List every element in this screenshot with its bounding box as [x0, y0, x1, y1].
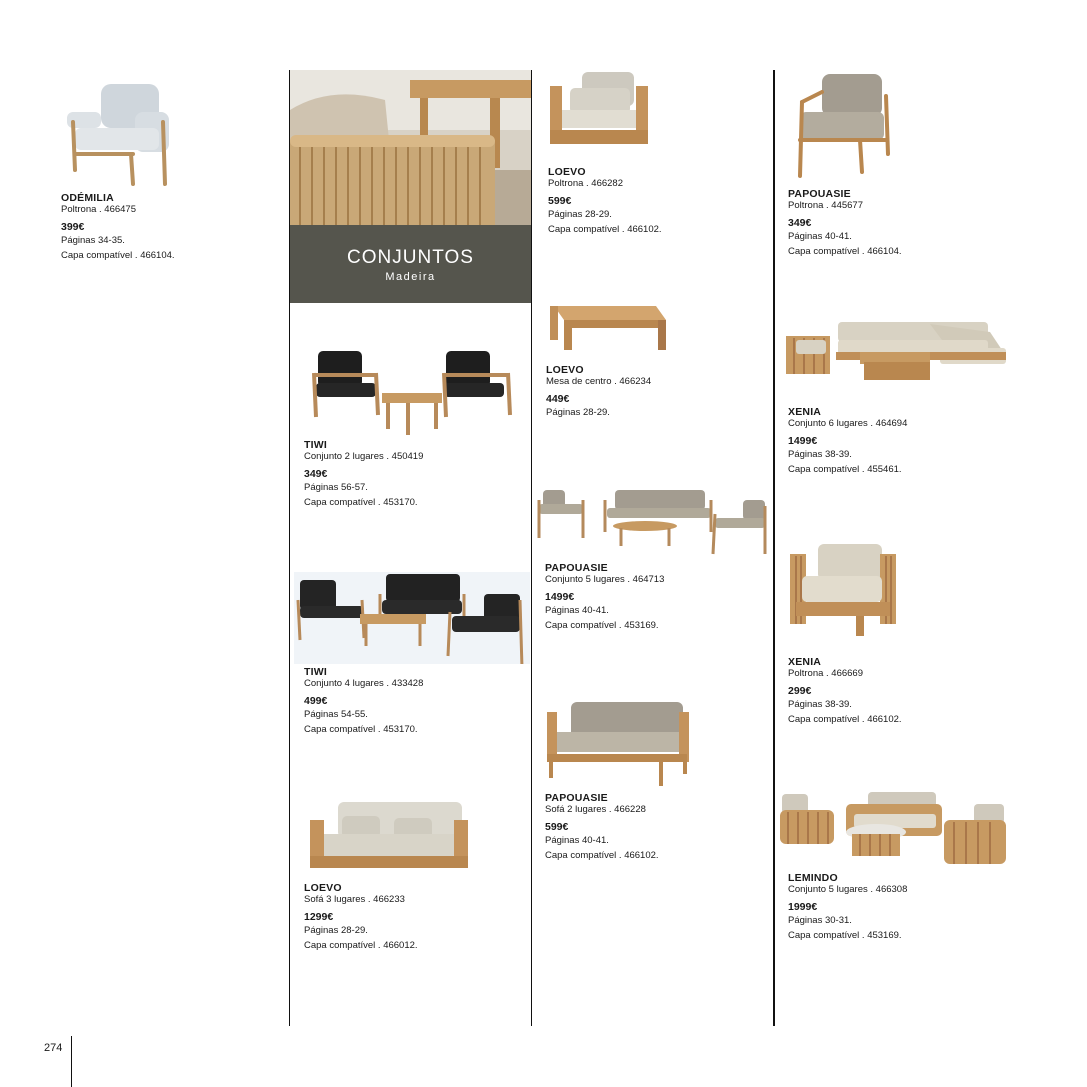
product-pages: Páginas 38-39.	[788, 449, 852, 460]
product-loevo-armchair[interactable]	[548, 70, 778, 237]
product-description: Poltrona . 466475	[61, 204, 137, 215]
product-pages: Páginas 30-31.	[788, 915, 852, 926]
product-papouasie-armchair[interactable]	[788, 72, 1018, 259]
product-price: 349€	[304, 468, 328, 480]
product-price: 1299€	[304, 911, 334, 923]
product-name: PAPOUASIE	[788, 188, 851, 200]
product-pages: Páginas 34-35.	[61, 235, 125, 246]
product-cover: Capa compatível . 466104.	[788, 246, 902, 257]
product-price: 599€	[548, 195, 572, 207]
product-price: 499€	[304, 695, 328, 707]
furniture-set-image	[304, 345, 519, 437]
product-pages: Páginas 28-29.	[546, 407, 610, 418]
product-description: Conjunto 6 lugares . 464694	[788, 418, 908, 429]
product-price: 1499€	[545, 591, 575, 603]
product-tiwi-4-seat-set[interactable]	[294, 572, 524, 737]
product-papouasie-2-seat-sofa[interactable]	[545, 698, 775, 863]
armchair-image	[788, 72, 892, 186]
product-pages: Páginas 54-55.	[304, 709, 368, 720]
section-hero-photo	[290, 70, 531, 225]
furniture-set-image	[535, 488, 769, 560]
product-cover: Capa compatível . 455461.	[788, 464, 902, 475]
product-name: TIWI	[304, 439, 327, 451]
product-name: XENIA	[788, 406, 822, 418]
product-pages: Páginas 40-41.	[545, 835, 609, 846]
product-price: 349€	[788, 217, 812, 229]
product-description: Mesa de centro . 466234	[546, 376, 652, 387]
product-price: 1499€	[788, 435, 818, 447]
product-cover: Capa compatível . 453169.	[788, 930, 902, 941]
armchair-image	[788, 540, 898, 654]
armchair-image	[548, 70, 650, 164]
product-name: PAPOUASIE	[545, 792, 608, 804]
product-description: Conjunto 5 lugares . 464713	[545, 574, 665, 585]
product-pages: Páginas 28-29.	[548, 209, 612, 220]
product-loevo-3-seat-sofa[interactable]	[304, 800, 534, 953]
sofa-image	[545, 698, 691, 790]
product-description: Conjunto 2 lugares . 450419	[304, 451, 424, 462]
product-name: PAPOUASIE	[545, 562, 608, 574]
product-description: Poltrona . 466669	[788, 668, 864, 679]
furniture-set-image	[294, 572, 530, 664]
product-name: LOEVO	[546, 364, 584, 376]
product-cover: Capa compatível . 453170.	[304, 497, 418, 508]
furniture-set-image	[778, 790, 1010, 870]
product-pages: Páginas 40-41.	[788, 231, 852, 242]
product-cover: Capa compatível . 466012.	[304, 940, 418, 951]
product-cover: Capa compatível . 453170.	[304, 724, 418, 735]
product-tiwi-2-seat-set[interactable]	[304, 345, 534, 510]
product-price: 1999€	[788, 901, 818, 913]
product-price: 599€	[545, 821, 569, 833]
product-name: LOEVO	[548, 166, 586, 178]
product-name: LEMINDO	[788, 872, 838, 884]
product-description: Conjunto 4 lugares . 433428	[304, 678, 424, 689]
section-header-band	[290, 225, 531, 303]
product-cover: Capa compatível . 466102.	[548, 224, 662, 235]
product-price: 449€	[546, 393, 570, 405]
coffee-table-image	[546, 302, 670, 362]
product-price: 399€	[61, 221, 85, 233]
product-xenia-armchair[interactable]	[788, 540, 1018, 727]
product-description: Poltrona . 445677	[788, 200, 864, 211]
sofa-image	[304, 800, 474, 880]
section-title: CONJUNTOS	[347, 247, 474, 268]
product-papouasie-5-seat-set[interactable]	[535, 488, 765, 633]
page-number: 274	[44, 1042, 63, 1054]
footer-divider	[71, 1036, 72, 1087]
product-cover: Capa compatível . 466102.	[545, 850, 659, 861]
product-description: Sofá 2 lugares . 466228	[545, 804, 646, 815]
product-name: TIWI	[304, 666, 327, 678]
section-subtitle: Madeira	[385, 271, 436, 283]
product-description: Sofá 3 lugares . 466233	[304, 894, 405, 905]
product-cover: Capa compatível . 453169.	[545, 620, 659, 631]
product-name: XENIA	[788, 656, 822, 668]
product-pages: Páginas 38-39.	[788, 699, 852, 710]
product-pages: Páginas 40-41.	[545, 605, 609, 616]
product-xenia-6-seat-set[interactable]	[780, 318, 1010, 477]
product-cover: Capa compatível . 466104.	[61, 250, 175, 261]
product-name: LOEVO	[304, 882, 342, 894]
product-price: 299€	[788, 685, 812, 697]
armchair-image	[61, 82, 171, 190]
product-pages: Páginas 28-29.	[304, 925, 368, 936]
product-loevo-coffee-table[interactable]	[546, 302, 776, 420]
product-description: Conjunto 5 lugares . 466308	[788, 884, 908, 895]
product-name: ODÉMILIA	[61, 192, 114, 204]
product-pages: Páginas 56-57.	[304, 482, 368, 493]
product-description: Poltrona . 466282	[548, 178, 624, 189]
product-lemindo-5-seat-set[interactable]	[778, 790, 1008, 943]
product-odemilia-armchair[interactable]	[61, 82, 291, 263]
furniture-set-image	[780, 318, 1010, 404]
product-cover: Capa compatível . 466102.	[788, 714, 902, 725]
